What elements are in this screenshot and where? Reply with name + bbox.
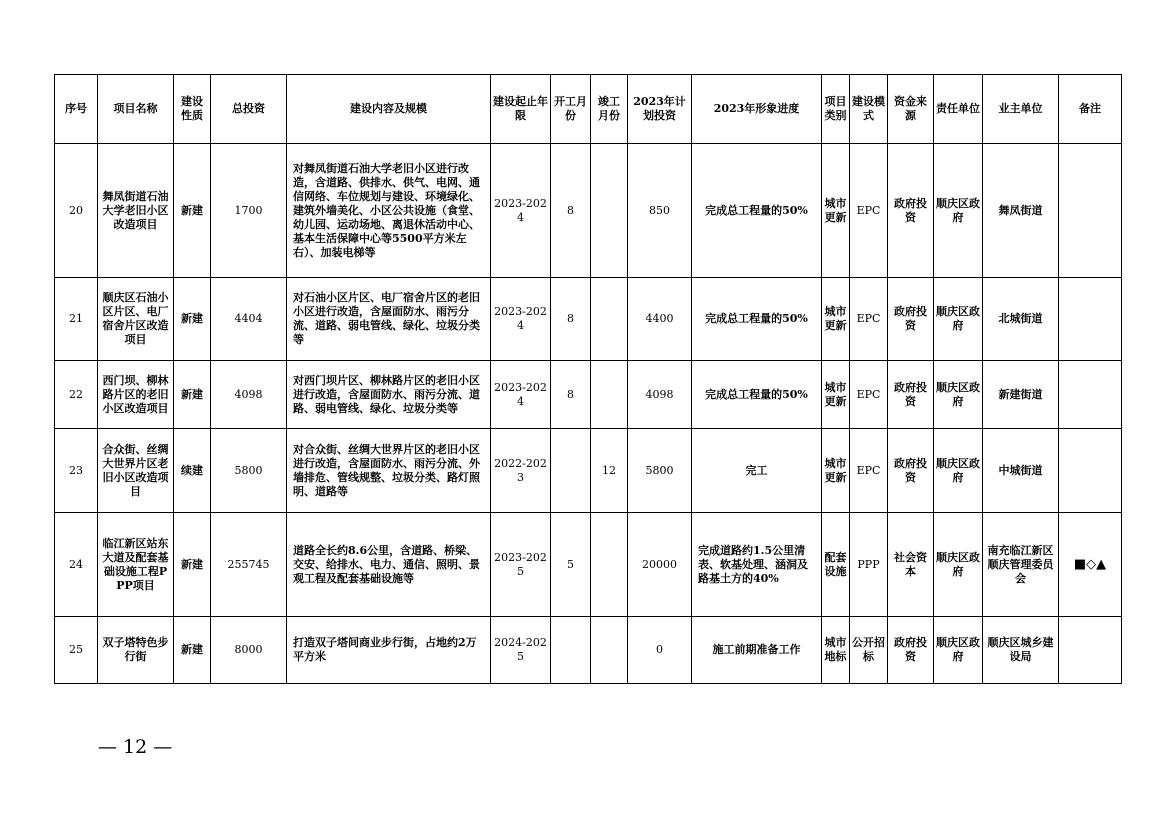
cell-mode: EPC bbox=[850, 144, 888, 278]
table-row bbox=[55, 361, 1122, 429]
cell-seq: 25 bbox=[55, 617, 98, 684]
project-table bbox=[54, 74, 1122, 684]
cell-fund: 政府投资 bbox=[888, 278, 934, 361]
cell-finish bbox=[591, 278, 628, 361]
cell-content: 对石油小区片区、电厂宿舍片区的老旧小区进行改造，含屋面防水、雨污分流、道路、弱电管线、绿化、垃圾分类等 bbox=[287, 278, 491, 361]
cell-invest: 8000 bbox=[211, 617, 287, 684]
page-number: — 12 — bbox=[98, 736, 173, 758]
header-seq: 序号 bbox=[55, 75, 98, 144]
header-mode: 建设模式 bbox=[850, 75, 888, 144]
cell-plan: 5800 bbox=[628, 429, 692, 513]
cell-name: 顺庆区石油小区片区、电厂宿舍片区改造项目 bbox=[98, 278, 174, 361]
cell-nature: 新建 bbox=[174, 617, 211, 684]
table-row bbox=[55, 278, 1122, 361]
cell-progress: 完成总工程量的50% bbox=[692, 144, 822, 278]
cell-note bbox=[1059, 361, 1122, 429]
cell-start: 8 bbox=[551, 278, 591, 361]
table-row bbox=[55, 617, 1122, 684]
cell-progress: 施工前期准备工作 bbox=[692, 617, 822, 684]
cell-period: 2023-2024 bbox=[491, 361, 551, 429]
cell-seq: 22 bbox=[55, 361, 98, 429]
cell-name: 舞凤街道石油大学老旧小区改造项目 bbox=[98, 144, 174, 278]
header-period: 建设起止年限 bbox=[491, 75, 551, 144]
cell-fund: 政府投资 bbox=[888, 429, 934, 513]
header-note: 备注 bbox=[1059, 75, 1122, 144]
cell-nature: 续建 bbox=[174, 429, 211, 513]
cell-progress: 完成道路约1.5公里清表、软基处理、涵洞及路基土方的40% bbox=[692, 513, 822, 617]
cell-fund: 政府投资 bbox=[888, 617, 934, 684]
table-row bbox=[55, 513, 1122, 617]
header-category: 项目类别 bbox=[822, 75, 850, 144]
cell-note bbox=[1059, 144, 1122, 278]
cell-nature: 新建 bbox=[174, 144, 211, 278]
cell-resp: 顺庆区政府 bbox=[934, 513, 983, 617]
cell-name: 双子塔特色步行街 bbox=[98, 617, 174, 684]
header-resp: 责任单位 bbox=[934, 75, 983, 144]
cell-plan: 0 bbox=[628, 617, 692, 684]
cell-finish bbox=[591, 513, 628, 617]
cell-resp: 顺庆区政府 bbox=[934, 144, 983, 278]
cell-seq: 21 bbox=[55, 278, 98, 361]
header-start: 开工月份 bbox=[551, 75, 591, 144]
cell-content: 对舞凤街道石油大学老旧小区进行改造，含道路、供排水、供气、电网、通信网络、车位规划与建设、环境绿化、建筑外墙美化、小区公共设施（食堂、幼儿园、运动场地、离退休活动中心、基本生活保障中心等5500平方米左右）、加装电梯等 bbox=[287, 144, 491, 278]
cell-invest: 255745 bbox=[211, 513, 287, 617]
cell-resp: 顺庆区政府 bbox=[934, 617, 983, 684]
cell-invest: 4098 bbox=[211, 361, 287, 429]
cell-start: 8 bbox=[551, 361, 591, 429]
cell-period: 2022-2023 bbox=[491, 429, 551, 513]
cell-finish bbox=[591, 144, 628, 278]
cell-resp: 顺庆区政府 bbox=[934, 429, 983, 513]
header-plan: 2023年计划投资 bbox=[628, 75, 692, 144]
cell-content: 道路全长约8.6公里，含道路、桥梁、交安、给排水、电力、通信、照明、景观工程及配套基础设施等 bbox=[287, 513, 491, 617]
cell-owner: 新建街道 bbox=[983, 361, 1059, 429]
cell-name: 临江新区站东大道及配套基础设施工程PPP项目 bbox=[98, 513, 174, 617]
cell-plan: 4400 bbox=[628, 278, 692, 361]
cell-mode: 公开招标 bbox=[850, 617, 888, 684]
cell-plan: 850 bbox=[628, 144, 692, 278]
cell-seq: 23 bbox=[55, 429, 98, 513]
cell-nature: 新建 bbox=[174, 278, 211, 361]
header-row bbox=[55, 75, 1122, 144]
cell-fund: 政府投资 bbox=[888, 144, 934, 278]
cell-start bbox=[551, 429, 591, 513]
cell-category: 城市更新 bbox=[822, 361, 850, 429]
cell-category: 城市地标 bbox=[822, 617, 850, 684]
cell-category: 配套设施 bbox=[822, 513, 850, 617]
cell-resp: 顺庆区政府 bbox=[934, 278, 983, 361]
cell-start: 5 bbox=[551, 513, 591, 617]
cell-finish bbox=[591, 617, 628, 684]
cell-period: 2023-2024 bbox=[491, 144, 551, 278]
cell-mode: EPC bbox=[850, 429, 888, 513]
cell-progress: 完成总工程量的50% bbox=[692, 361, 822, 429]
cell-plan: 4098 bbox=[628, 361, 692, 429]
cell-seq: 24 bbox=[55, 513, 98, 617]
cell-period: 2023-2024 bbox=[491, 278, 551, 361]
cell-start bbox=[551, 617, 591, 684]
cell-name: 合众街、丝绸大世界片区老旧小区改造项目 bbox=[98, 429, 174, 513]
cell-plan: 20000 bbox=[628, 513, 692, 617]
cell-invest: 5800 bbox=[211, 429, 287, 513]
cell-nature: 新建 bbox=[174, 513, 211, 617]
cell-fund: 社会资本 bbox=[888, 513, 934, 617]
cell-category: 城市更新 bbox=[822, 144, 850, 278]
header-invest: 总投资 bbox=[211, 75, 287, 144]
cell-start: 8 bbox=[551, 144, 591, 278]
cell-owner: 南充临江新区顺庆管理委员会 bbox=[983, 513, 1059, 617]
cell-mode: EPC bbox=[850, 361, 888, 429]
cell-content: 对西门坝片区、柳林路片区的老旧小区进行改造，含屋面防水、雨污分流、道路、弱电管线、绿化、垃圾分类等 bbox=[287, 361, 491, 429]
cell-note: ■◇▲ bbox=[1059, 513, 1122, 617]
header-nature: 建设性质 bbox=[174, 75, 211, 144]
cell-mode: EPC bbox=[850, 278, 888, 361]
cell-progress: 完成总工程量的50% bbox=[692, 278, 822, 361]
cell-finish bbox=[591, 361, 628, 429]
table-row bbox=[55, 429, 1122, 513]
cell-category: 城市更新 bbox=[822, 429, 850, 513]
cell-invest: 1700 bbox=[211, 144, 287, 278]
cell-progress: 完工 bbox=[692, 429, 822, 513]
cell-note bbox=[1059, 429, 1122, 513]
cell-category: 城市更新 bbox=[822, 278, 850, 361]
header-content: 建设内容及规模 bbox=[287, 75, 491, 144]
cell-mode: PPP bbox=[850, 513, 888, 617]
cell-seq: 20 bbox=[55, 144, 98, 278]
cell-resp: 顺庆区政府 bbox=[934, 361, 983, 429]
cell-nature: 新建 bbox=[174, 361, 211, 429]
cell-name: 西门坝、柳林路片区的老旧小区改造项目 bbox=[98, 361, 174, 429]
cell-note bbox=[1059, 617, 1122, 684]
cell-owner: 中城街道 bbox=[983, 429, 1059, 513]
cell-period: 2024-2025 bbox=[491, 617, 551, 684]
cell-content: 打造双子塔间商业步行街，占地约2万平方米 bbox=[287, 617, 491, 684]
cell-note bbox=[1059, 278, 1122, 361]
header-finish: 竣工月份 bbox=[591, 75, 628, 144]
cell-owner: 顺庆区城乡建设局 bbox=[983, 617, 1059, 684]
cell-owner: 北城街道 bbox=[983, 278, 1059, 361]
cell-period: 2023-2025 bbox=[491, 513, 551, 617]
cell-finish: 12 bbox=[591, 429, 628, 513]
cell-fund: 政府投资 bbox=[888, 361, 934, 429]
table-row bbox=[55, 144, 1122, 278]
header-name: 项目名称 bbox=[98, 75, 174, 144]
header-owner: 业主单位 bbox=[983, 75, 1059, 144]
cell-invest: 4404 bbox=[211, 278, 287, 361]
header-fund: 资金来源 bbox=[888, 75, 934, 144]
cell-content: 对合众街、丝绸大世界片区的老旧小区进行改造，含屋面防水、雨污分流、外墙排危、管线规整、垃圾分类、路灯照明、道路等 bbox=[287, 429, 491, 513]
cell-owner: 舞凤街道 bbox=[983, 144, 1059, 278]
header-progress: 2023年形象进度 bbox=[692, 75, 822, 144]
